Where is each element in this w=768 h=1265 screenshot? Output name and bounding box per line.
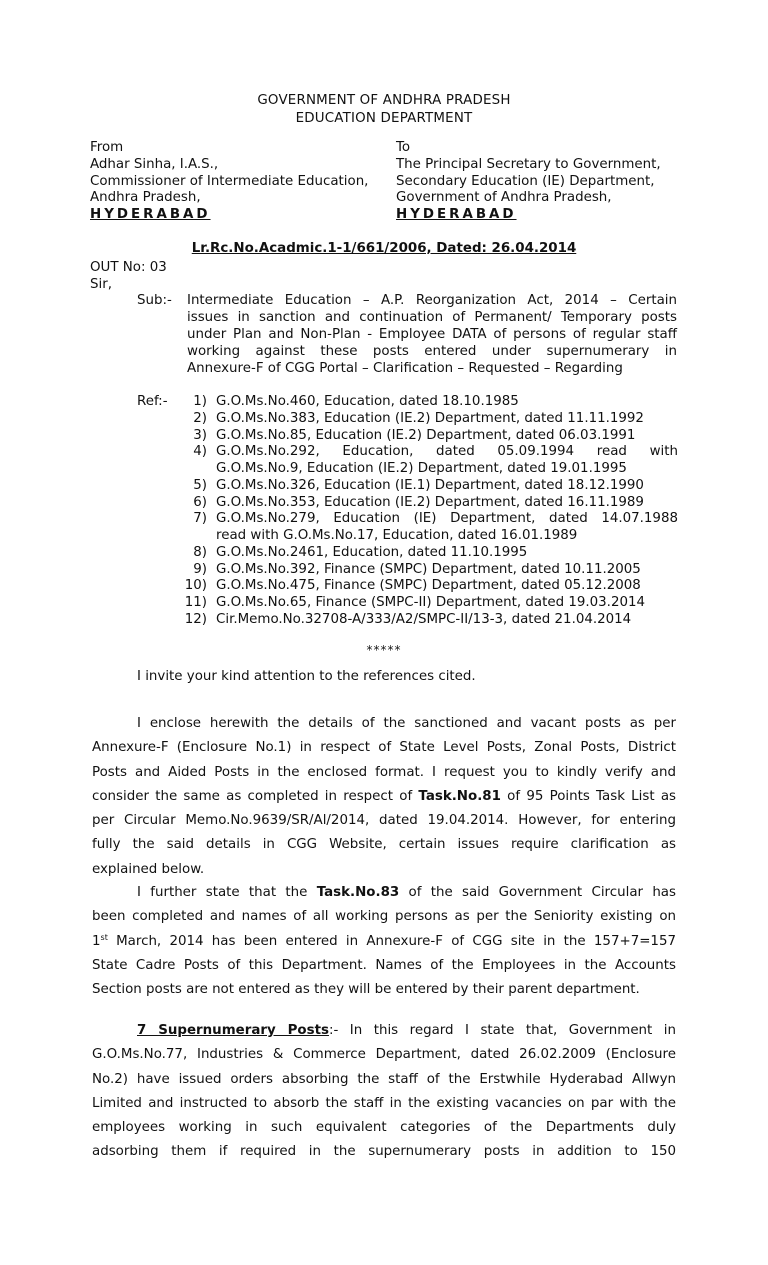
paragraph-line: I enclose herewith the details of the sanctioned and vacant posts as per	[137, 716, 676, 731]
subject-label: Sub:-	[137, 293, 172, 308]
text-run: consider the same as completed in respect of	[92, 788, 419, 804]
reference-item	[178, 578, 678, 595]
to-address	[396, 140, 661, 224]
reference-number-label: 6)	[193, 494, 207, 510]
paragraph-line: adsorbing them if required in the supernumerary posts in addition to 150	[92, 1144, 676, 1160]
reference-line: G.O.Ms.No.292, Education, dated 05.09.1994 read with	[216, 444, 678, 460]
reference-line: G.O.Ms.No.392, Finance (SMPC) Department, dated 10.11.2005	[216, 561, 641, 577]
reference-item	[178, 595, 678, 612]
reference-line: G.O.Ms.No.9, Education (IE.2) Department, dated 19.01.1995	[216, 461, 627, 476]
reference-item	[178, 444, 678, 478]
to-label: To	[396, 140, 411, 155]
reference-line: read with G.O.Ms.No.17, Education, dated 16.01.1989	[216, 528, 578, 543]
paragraph-line	[92, 1019, 676, 1043]
task-81-ref: Task.No.81	[418, 788, 501, 804]
text-run: of the said Government Circular has	[399, 885, 676, 900]
reference-number: Lr.Rc.No.Acadmic.1-1/661/2006, Dated: 26.04.2014	[191, 241, 577, 256]
paragraph-2	[92, 712, 676, 882]
recipient-line-3: Government of Andhra Pradesh,	[396, 190, 612, 206]
from-address	[90, 140, 368, 224]
paragraph-line: I invite your kind attention to the references cited.	[137, 669, 476, 684]
paragraph-line	[92, 930, 676, 954]
subject-line: Intermediate Education – A.P. Reorganization Act, 2014 – Certain	[187, 293, 677, 308]
ordinal-suffix: st	[100, 932, 108, 942]
recipient-city: HYDERABAD	[396, 207, 517, 223]
reference-item	[178, 428, 678, 445]
separator: *****	[366, 643, 402, 657]
reference-item	[178, 511, 678, 545]
reference-line: G.O.Ms.No.85, Education (IE.2) Department, dated 06.03.1991	[216, 427, 636, 443]
paragraph-line: employees working in such equivalent categories of the Departments duly	[92, 1120, 676, 1136]
reference-text	[216, 612, 678, 629]
reference-text	[216, 578, 678, 595]
reference-text	[216, 562, 678, 579]
reference-text	[216, 478, 678, 495]
reference-number-label: 1)	[193, 394, 207, 409]
reference-item	[178, 495, 678, 512]
reference-line: G.O.Ms.No.2461, Education, dated 11.10.1995	[216, 544, 528, 560]
reference-item	[178, 562, 678, 579]
from-label: From	[90, 140, 124, 155]
text-run: of 95 Points Task List as	[500, 788, 677, 804]
reference-text	[216, 495, 678, 512]
reference-item	[178, 411, 678, 428]
paragraph-line: Limited and instructed to absorb the staff in the existing vacancies on par with the	[92, 1095, 676, 1111]
supernumerary-heading: 7 Supernumerary Posts	[137, 1023, 329, 1038]
reference-number-label: 5)	[193, 477, 207, 493]
text-run: 1	[92, 933, 101, 949]
reference-item	[178, 612, 678, 629]
letter-header	[0, 92, 768, 128]
reference-number-label: 10)	[184, 578, 207, 594]
references-label: Ref:-	[137, 394, 168, 409]
references-list	[178, 394, 678, 629]
reference-line: G.O.Ms.No.383, Education (IE.2) Department, dated 11.11.1992	[216, 410, 644, 426]
text-run: I further state that the	[137, 885, 317, 900]
subject-line: working against these posts entered under supernumerary in	[187, 343, 677, 359]
reference-number-label: 2)	[193, 410, 207, 426]
reference-number-label: 11)	[184, 595, 207, 610]
paragraph-line: Posts and Aided Posts in the enclosed format. I request you to kindly verify and	[92, 764, 676, 780]
out-number: OUT No: 03	[90, 260, 167, 275]
reference-text	[216, 545, 678, 562]
reference-number-label: 7)	[193, 511, 207, 527]
salutation: Sir,	[90, 277, 112, 292]
paragraph-line: per Circular Memo.No.9639/SR/Al/2014, dated 19.04.2014. However, for entering	[92, 813, 676, 829]
government-name: GOVERNMENT OF ANDHRA PRADESH	[257, 93, 511, 108]
reference-number-label: 12)	[184, 611, 207, 627]
reference-line: G.O.Ms.No.475, Finance (SMPC) Department, dated 05.12.2008	[216, 578, 641, 594]
subject-line: Annexure-F of CGG Portal – Clarification – Requested – Regarding	[187, 360, 623, 376]
reference-text	[216, 511, 678, 545]
paragraph-4	[92, 1019, 676, 1165]
department-name: EDUCATION DEPARTMENT	[295, 111, 473, 126]
sender-name: Adhar Sinha, I.A.S.,	[90, 156, 219, 172]
subject-line: issues in sanction and continuation of Permanent/ Temporary posts	[187, 309, 677, 325]
subject-text	[187, 293, 677, 378]
paragraph-line: No.2) have issued orders absorbing the staff of the Erstwhile Hyderabad Allwyn	[92, 1071, 676, 1087]
paragraph-line: Annexure-F (Enclosure No.1) in respect of State Level Posts, Zonal Posts, District	[92, 740, 676, 756]
reference-line: G.O.Ms.No.353, Education (IE.2) Department, dated 16.11.1989	[216, 494, 644, 510]
sender-state: Andhra Pradesh,	[90, 190, 201, 206]
paragraph-line: fully the said details in CGG Website, certain issues require clarification as	[92, 837, 676, 853]
reference-text	[216, 394, 678, 411]
reference-number-label: 9)	[193, 561, 207, 577]
sender-designation: Commissioner of Intermediate Education,	[90, 173, 369, 189]
reference-text	[216, 411, 678, 428]
reference-line: G.O.Ms.No.326, Education (IE.1) Department, dated 18.12.1990	[216, 477, 644, 493]
reference-line: G.O.Ms.No.460, Education, dated 18.10.1985	[216, 394, 519, 409]
reference-number-label: 8)	[193, 544, 207, 560]
paragraph-line: G.O.Ms.No.77, Industries & Commerce Department, dated 26.02.2009 (Enclosure	[92, 1047, 676, 1063]
reference-text	[216, 595, 678, 612]
reference-line: Cir.Memo.No.32708-A/333/A2/SMPC-II/13-3, dated 21.04.2014	[216, 611, 632, 627]
recipient-line-1: The Principal Secretary to Government,	[396, 156, 661, 172]
subject-line: under Plan and Non-Plan - Employee DATA of persons of regular staff	[187, 326, 677, 342]
paragraph-line: explained below.	[92, 861, 205, 877]
paragraph-line	[92, 785, 676, 809]
task-83-ref: Task.No.83	[316, 885, 400, 900]
sender-city: HYDERABAD	[90, 207, 211, 223]
reference-number-label: 3)	[193, 427, 207, 443]
paragraph-line: been completed and names of all working persons as per the Seniority existing on	[92, 909, 676, 925]
paragraph-line: State Cadre Posts of this Department. Names of the Employees in the Accounts	[92, 957, 676, 973]
recipient-line-2: Secondary Education (IE) Department,	[396, 173, 655, 189]
text-run: March, 2014 has been entered in Annexure-F of CGG site in the 157+7=157	[107, 933, 676, 949]
reference-line: G.O.Ms.No.279, Education (IE) Department, dated 14.07.1988	[216, 511, 678, 527]
reference-text	[216, 444, 678, 478]
paragraph-1	[92, 665, 676, 689]
reference-item	[178, 545, 678, 562]
reference-number-label: 4)	[193, 444, 207, 460]
paragraph-3	[92, 881, 676, 1002]
paragraph-line	[92, 881, 676, 905]
paragraph-line: Section posts are not entered as they will be entered by their parent department.	[92, 982, 640, 998]
out-block	[90, 259, 167, 293]
reference-item	[178, 478, 678, 495]
reference-text	[216, 428, 678, 445]
text-run: :- In this regard I state that, Government in	[328, 1023, 676, 1038]
reference-line: G.O.Ms.No.65, Finance (SMPC-II) Department, dated 19.03.2014	[216, 595, 646, 610]
reference-item	[178, 394, 678, 411]
